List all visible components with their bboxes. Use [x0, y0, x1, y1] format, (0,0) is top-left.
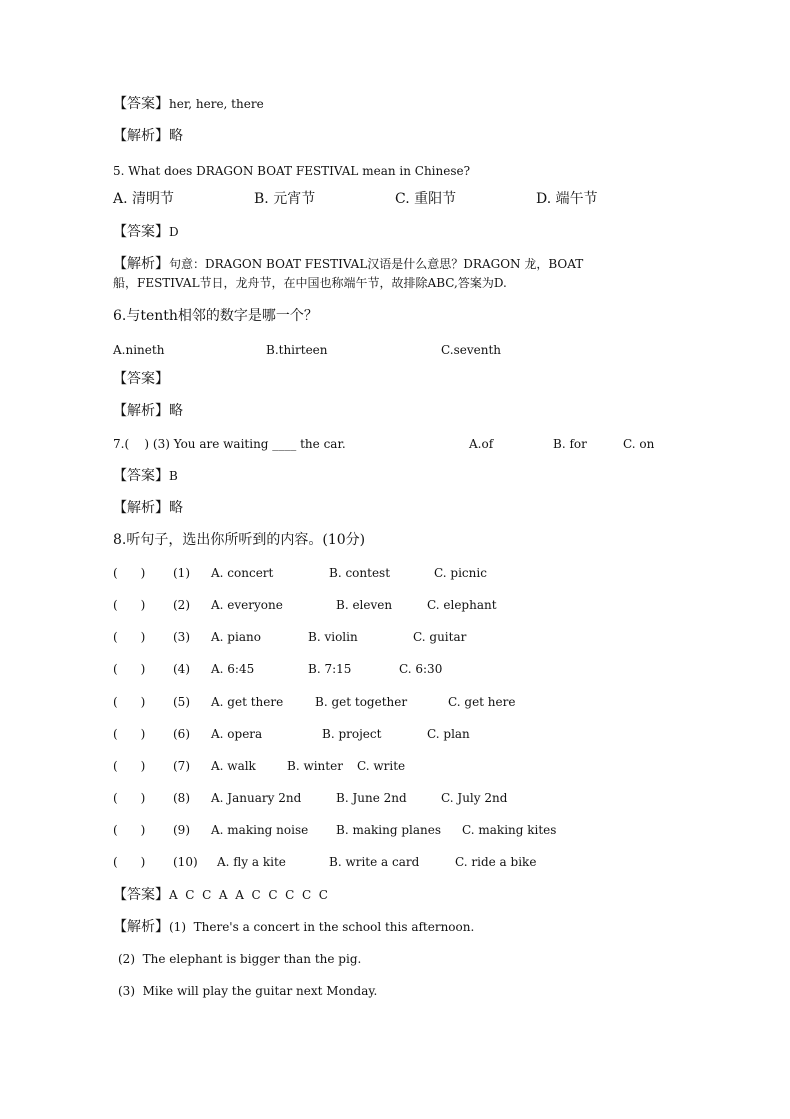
option-a: A. concert	[211, 566, 274, 580]
answer-text: B	[169, 469, 178, 483]
option-c: C. plan	[427, 727, 470, 741]
item-number: (2)	[173, 598, 190, 612]
q6-answer: 【答案】	[113, 371, 169, 387]
option-a: A. walk	[211, 759, 256, 773]
q7-analysis	[113, 500, 183, 516]
option-c: C. 6:30	[399, 662, 443, 676]
q8-answer	[113, 887, 328, 903]
q7-option-c: C. on	[623, 437, 655, 451]
answer-blank: ( )	[113, 695, 146, 709]
answer-blank: ( )	[113, 566, 146, 580]
q5-option-d: D. 端午节	[536, 191, 598, 207]
option-c: C. write	[357, 759, 406, 773]
option-a: A. January 2nd	[211, 791, 302, 805]
q7-option-b: B. for	[553, 437, 587, 451]
option-c: C. July 2nd	[441, 791, 508, 805]
answer-label: 【答案】	[113, 887, 169, 903]
option-b: B. violin	[308, 630, 358, 644]
q5-analysis-line2: 船，FESTIVAL节日，龙舟节，在中国也称端午节，故排除ABC,答案为D.	[113, 276, 507, 290]
q6-option-a: A.nineth	[113, 343, 165, 357]
option-a: A. get there	[211, 695, 284, 709]
analysis-text: (1) There's a concert in the school this afternoon.	[169, 920, 475, 934]
analysis-text: 略	[169, 128, 183, 144]
answer-text: A C C A A C C C C C	[169, 888, 328, 902]
answer-label: 【答案】	[113, 224, 169, 240]
q4-answer	[113, 96, 264, 112]
q7-option-a: A.of	[469, 437, 494, 451]
option-c: C. ride a bike	[455, 855, 537, 869]
q8-question: 8.听句子，选出你所听到的内容。(10分)	[113, 532, 366, 548]
q5-question: 5. What does DRAGON BOAT FESTIVAL mean in Chinese?	[113, 164, 471, 178]
option-a: A. 6:45	[211, 662, 255, 676]
analysis-text: 句意：DRAGON BOAT FESTIVAL汉语是什么意思？DRAGON 龙，BOAT	[169, 257, 584, 271]
answer-blank: ( )	[113, 823, 146, 837]
q6-question: 6.与tenth相邻的数字是哪一个？	[113, 308, 318, 324]
option-c: C. elephant	[427, 598, 497, 612]
option-b: B. eleven	[336, 598, 393, 612]
q6-option-b: B.thirteen	[266, 343, 328, 357]
option-c: C. making kites	[462, 823, 557, 837]
item-number: (7)	[173, 759, 190, 773]
option-b: B. winter	[287, 759, 343, 773]
option-c: C. picnic	[434, 566, 487, 580]
q7-answer	[113, 468, 178, 484]
analysis-label: 【解析】	[113, 403, 169, 419]
item-number: (8)	[173, 791, 190, 805]
option-b: B. 7:15	[308, 662, 352, 676]
item-number: (4)	[173, 662, 190, 676]
q5-analysis-line1	[113, 256, 583, 272]
option-b: B. June 2nd	[336, 791, 407, 805]
analysis-label: 【解析】	[113, 500, 169, 516]
analysis-label: 【解析】	[113, 128, 169, 144]
option-b: B. contest	[329, 566, 391, 580]
answer-blank: ( )	[113, 759, 146, 773]
q8-analysis-line3: (3) Mike will play the guitar next Monday.	[118, 984, 378, 998]
option-b: B. making planes	[336, 823, 441, 837]
analysis-label: 【解析】	[113, 919, 169, 935]
analysis-text: 略	[169, 403, 183, 419]
analysis-label: 【解析】	[113, 256, 169, 272]
q6-analysis	[113, 403, 183, 419]
option-a: A. making noise	[211, 823, 309, 837]
analysis-text: 略	[169, 500, 183, 516]
option-c: C. get here	[448, 695, 516, 709]
item-number: (1)	[173, 566, 190, 580]
answer-label: 【答案】	[113, 468, 169, 484]
answer-blank: ( )	[113, 791, 146, 805]
item-number: (5)	[173, 695, 190, 709]
answer-blank: ( )	[113, 855, 146, 869]
option-b: B. get together	[315, 695, 408, 709]
q5-option-a: A. 清明节	[113, 191, 175, 207]
answer-text: D	[169, 225, 179, 239]
option-a: A. fly a kite	[217, 855, 286, 869]
item-number: (9)	[173, 823, 190, 837]
q5-answer	[113, 224, 179, 240]
option-b: B. project	[322, 727, 382, 741]
answer-blank: ( )	[113, 630, 146, 644]
answer-blank: ( )	[113, 598, 146, 612]
answer-label: 【答案】	[113, 96, 169, 112]
q5-option-c: C. 重阳节	[395, 191, 457, 207]
option-a: A. everyone	[211, 598, 283, 612]
answer-blank: ( )	[113, 727, 146, 741]
option-b: B. write a card	[329, 855, 420, 869]
item-number: (6)	[173, 727, 190, 741]
option-a: A. piano	[211, 630, 261, 644]
option-a: A. opera	[211, 727, 263, 741]
q7-question: 7.( ) (3) You are waiting ____ the car.	[113, 437, 346, 451]
q6-option-c: C.seventh	[441, 343, 501, 357]
option-c: C. guitar	[413, 630, 467, 644]
q8-analysis-line2: (2) The elephant is bigger than the pig.	[118, 952, 362, 966]
answer-text: her, here, there	[169, 97, 264, 111]
q8-analysis-line1	[113, 919, 474, 935]
item-number: (3)	[173, 630, 190, 644]
answer-blank: ( )	[113, 662, 146, 676]
q5-option-b: B. 元宵节	[254, 191, 316, 207]
item-number: (10)	[173, 855, 198, 869]
q4-analysis	[113, 128, 183, 144]
